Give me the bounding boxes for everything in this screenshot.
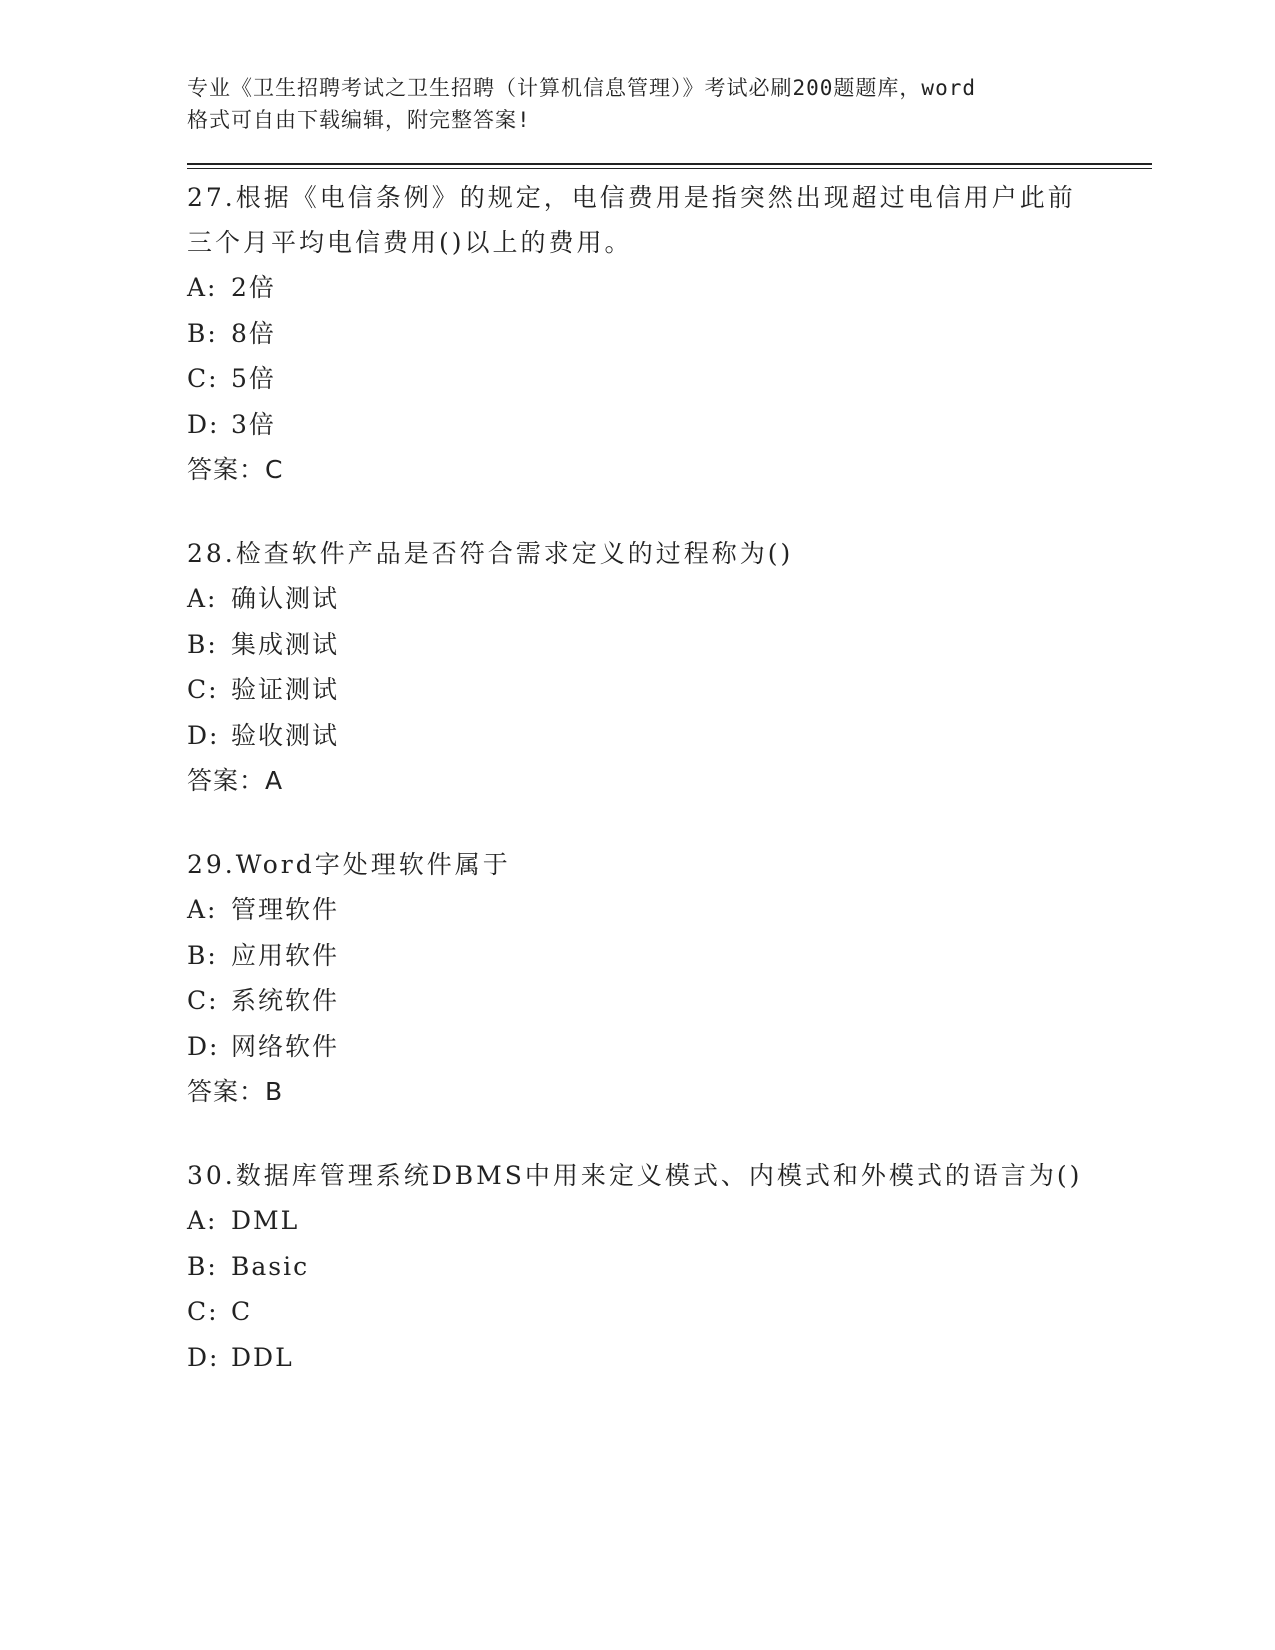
header-line-2: 格式可自由下载编辑，附完整答案! [187,108,531,132]
option-text: 确认测试 [231,584,340,613]
option-c [187,1289,1152,1335]
option-letter: A: [187,895,218,924]
option-letter: C: [187,675,219,704]
option-text: 验收测试 [231,720,340,750]
option-text: 3倍 [231,409,276,439]
option-b [187,311,1152,357]
option-b [187,1244,1152,1290]
option-letter: B: [187,940,218,970]
option-letter: C: [187,986,219,1015]
option-c [187,356,1152,402]
option-text: 网络软件 [231,1031,340,1061]
option-letter: B: [187,1251,218,1281]
option-text: DDL [231,1342,294,1372]
answer-line: 答案：A [187,766,284,795]
option-c [187,667,1152,713]
option-d [187,713,1152,759]
option-text: DML [231,1206,300,1235]
question-text: 30.数据库管理系统DBMS中用来定义模式、内模式和外模式的语言为() [187,1161,1083,1190]
option-letter: A: [187,273,218,302]
document-header [187,72,1152,136]
option-c [187,978,1152,1024]
header-line-1: 专业《卫生招聘考试之卫生招聘（计算机信息管理）》考试必刷200题题库，word [187,76,976,100]
option-letter: C: [187,1297,219,1326]
option-text: 验证测试 [231,675,340,704]
question-28 [187,531,1152,804]
option-letter: A: [187,584,218,613]
option-b [187,622,1152,668]
question-text: 28.检查软件产品是否符合需求定义的过程称为() [187,539,794,568]
option-d [187,1335,1152,1381]
option-text: 应用软件 [231,940,340,970]
answer-line: 答案：C [187,455,284,484]
option-letter: A: [187,1206,218,1235]
option-letter: D: [187,720,220,750]
option-text: Basic [231,1251,310,1281]
option-text: 管理软件 [231,895,340,924]
option-a [187,887,1152,933]
option-letter: D: [187,1031,220,1061]
option-letter: D: [187,409,220,439]
question-text: 29.Word字处理软件属于 [187,850,511,879]
option-a [187,576,1152,622]
option-letter: D: [187,1342,220,1372]
option-text: 5倍 [231,364,276,393]
question-29 [187,842,1152,1115]
document-page [187,72,1152,1418]
option-d [187,1024,1152,1070]
question-text: 27.根据《电信条例》的规定，电信费用是指突然出现超过电信用户此前三个月平均电信费用()以上的费用。 [187,183,1076,257]
option-letter: B: [187,629,218,659]
option-a [187,265,1152,311]
option-text: C [231,1297,253,1326]
option-text: 2倍 [231,273,276,302]
header-divider [187,163,1152,169]
option-a [187,1198,1152,1244]
option-letter: C: [187,364,219,393]
option-text: 8倍 [231,318,276,348]
answer-line: 答案：B [187,1077,284,1106]
option-text: 集成测试 [231,629,340,659]
option-letter: B: [187,318,218,348]
option-d [187,402,1152,448]
option-text: 系统软件 [231,986,340,1015]
option-b [187,933,1152,979]
question-27 [187,175,1152,493]
question-30 [187,1153,1152,1380]
question-list [187,175,1152,1380]
